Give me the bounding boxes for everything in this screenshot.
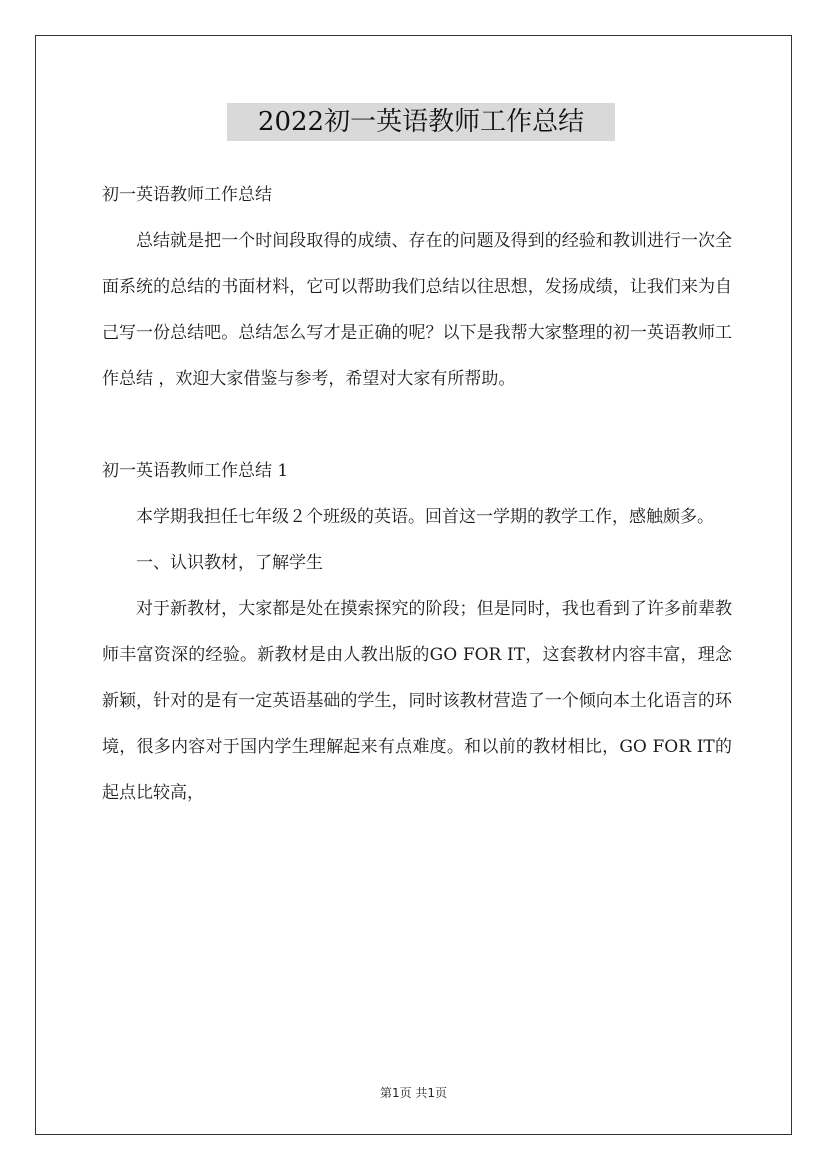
section-heading: 初一英语教师工作总结 <box>102 185 272 205</box>
paragraph-gap <box>102 402 732 448</box>
document-body <box>102 172 732 816</box>
section-heading: 初一英语教师工作总结 1 <box>102 461 289 481</box>
page-number-footer: 第1页 共1页 <box>379 1086 448 1100</box>
subsection-heading: 一、认识教材，了解学生 <box>136 553 323 573</box>
body-paragraph: 对于新教材，大家都是处在摸索探究的阶段；但是同时，我也看到了许多前辈教师丰富资深的经验。新教材是由人教出版的GO FOR IT，这套教材内容丰富，理念新颖，针对的是有一定英语基础的学生，同时该教材营造了一个倾向本土化语言的环境，很多内容对于国内学生理解起来有点难度。和以前的教材相比，GO FOR IT的起点比较高， <box>102 599 732 803</box>
body-paragraph: 本学期我担任七年级２个班级的英语。回首这一学期的教学工作，感触颇多。 <box>136 507 714 527</box>
document-title: 2022初一英语教师工作总结 <box>227 103 615 141</box>
body-paragraph: 总结就是把一个时间段取得的成绩、存在的问题及得到的经验和教训进行一次全面系统的总结的书面材料，它可以帮助我们总结以往思想，发扬成绩，让我们来为自己写一份总结吧。总结怎么写才是正确的呢？以下是我帮大家整理的初一英语教师工作总结 ，欢迎大家借鉴与参考，希望对大家有所帮助。 <box>102 231 732 389</box>
